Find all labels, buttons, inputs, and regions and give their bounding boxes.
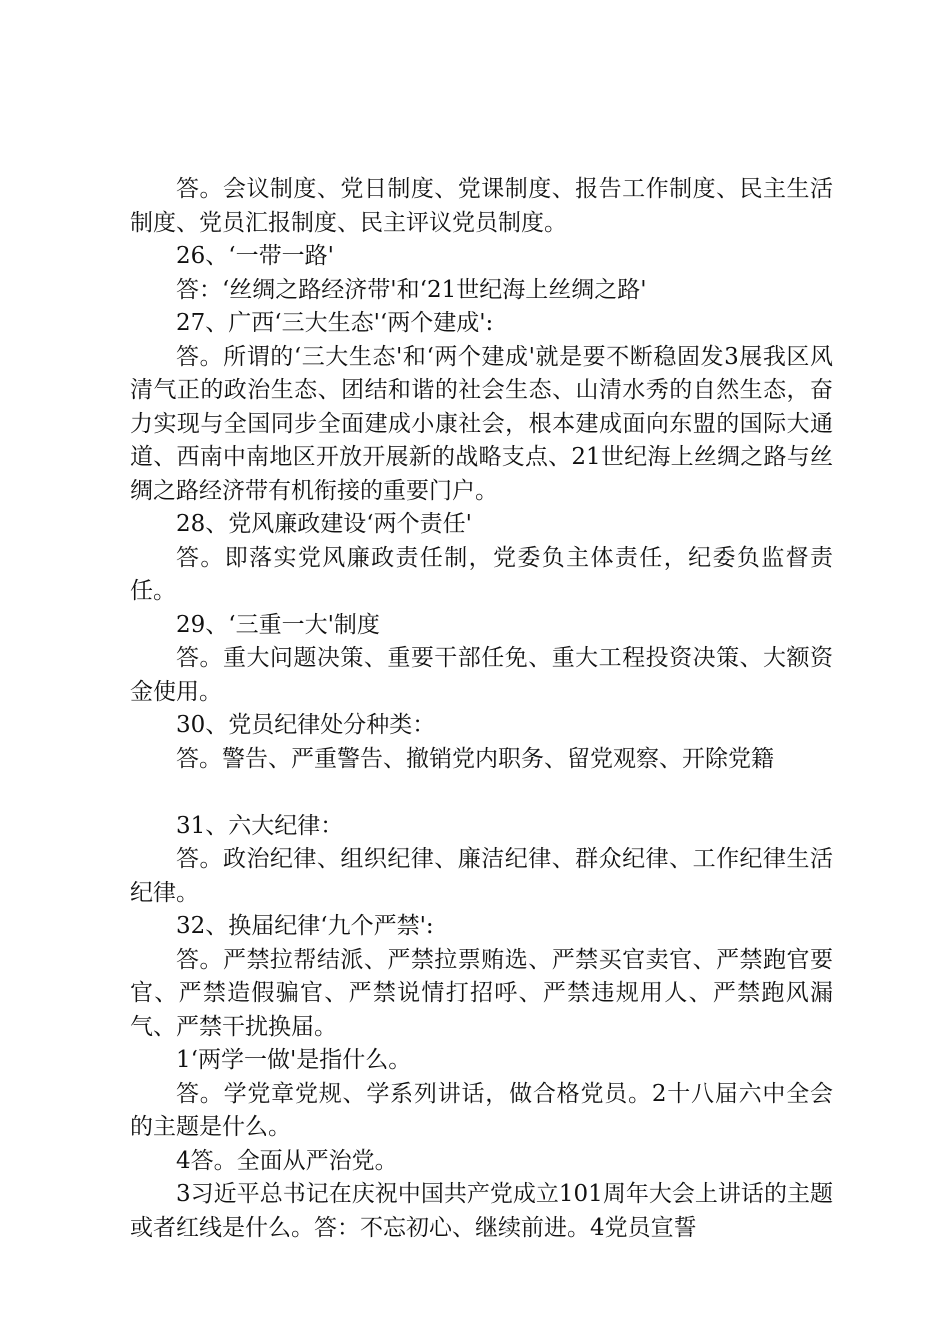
paragraph: 3习近平总书记在庆祝中国共产党成立101周年大会上讲话的主题或者红线是什么。答：不忘初心、继续前进。4党员宣誓 [130,1181,833,1241]
paragraph: 答。会议制度、党日制度、党课制度、报告工作制度、民主生活制度、党员汇报制度、民主评议党员制度。 [130,176,833,236]
paragraph: 答。警告、严重警告、撤销党内职务、留党观察、开除党籍 [176,745,774,772]
paragraph: 31、六大纪律： [176,812,344,839]
paragraph: 28、党风廉政建设‘两个责任' [176,511,472,537]
blank-line [130,776,833,810]
paragraph: 答。学党章党规、学系列讲话，做合格党员。2十八届六中全会的主题是什么。 [130,1080,833,1140]
paragraph: 26、‘一带一路' [176,243,334,269]
paragraph: 答。即落实党风廉政责任制，党委负主体责任，纪委负监督责任。 [130,544,833,604]
paragraph: 32、换届纪律‘九个严禁': [176,913,434,939]
paragraph: 答。严禁拉帮结派、严禁拉票贿选、严禁买官卖官、严禁跑官要官、严禁造假骗官、严禁说情打招呼、严禁违规用人、严禁跑风漏气、严禁干扰换届。 [130,946,833,1040]
paragraph: 答。政治纪律、组织纪律、廉洁纪律、群众纪律、工作纪律生活纪律。 [130,846,833,906]
paragraph: 答。所谓的‘三大生态'和‘两个建成'就是要不断稳固发3展我区风清气正的政治生态、团结和谐的社会生态、山清水秀的自然生态，奋力实现与全国同步全面建成小康社会，根本建成面向东盟的国际大通道、西南中南地区开放开展新的战略支点、21世纪海上丝绸之路与丝绸之路经济带有机衔接的重要门户。 [130,343,833,504]
paragraph: 答。重大问题决策、重要干部任免、重大工程投资决策、大额资金使用。 [130,645,833,705]
paragraph: 1‘两学一做'是指什么。 [176,1047,412,1073]
paragraph: 30、党员纪律处分种类： [176,712,436,738]
paragraph: 答：‘丝绸之路经济带'和‘21世纪海上丝绸之路' [176,276,647,303]
paragraph: 29、‘三重一大'制度 [176,611,380,638]
document-body [130,173,833,1245]
paragraph: 4答。全面从严治党。 [176,1147,398,1174]
paragraph: 27、广西‘三大生态'‘两个建成': [176,310,494,336]
